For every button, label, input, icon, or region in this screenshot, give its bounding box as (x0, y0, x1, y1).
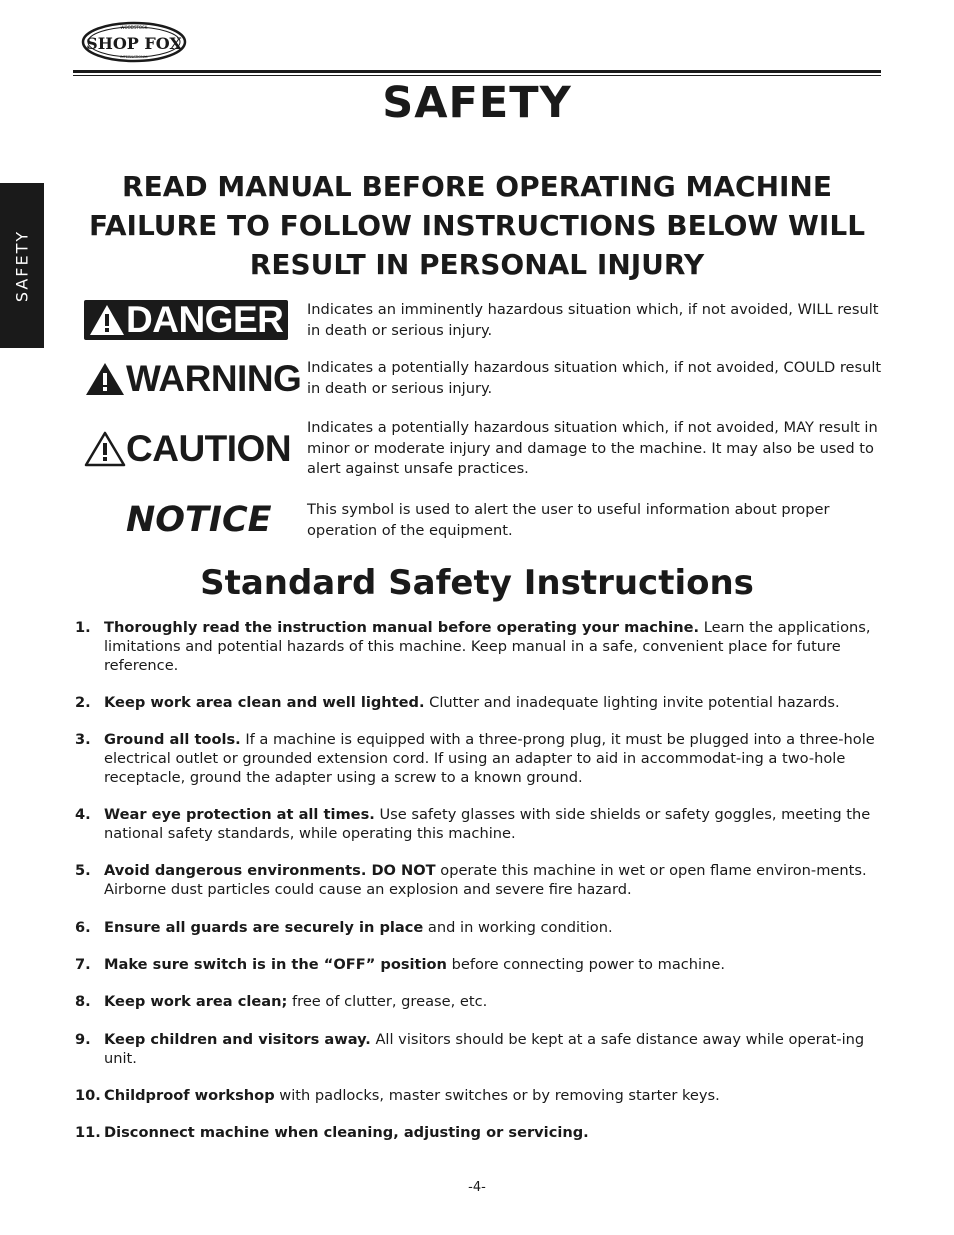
list-item-text (104, 618, 882, 675)
list-item-bold: Keep work area clean; (104, 993, 288, 1010)
side-tab (0, 183, 44, 348)
notice-description: This symbol is used to alert the user to useful information about proper operation of the equipment. (307, 501, 830, 539)
list-item-bold: Ensure all guards are securely in place (104, 919, 424, 936)
list-item-body: operate this machine in wet or open flame environ-ments. Airborne dust particles could cause an explosion and severe fire hazard. (104, 862, 867, 898)
list-item-bold: Keep work area clean and well lighted. (104, 694, 425, 711)
list-item-text (104, 1030, 882, 1068)
hazard-triangle-icon (84, 431, 126, 467)
warning-description: Indicates a potentially hazardous situation which, if not avoided, COULD result in death or serious injury. (307, 359, 882, 397)
caution-label (84, 428, 294, 470)
list-item-text (104, 955, 882, 974)
list-item-number: 7. (75, 956, 91, 973)
list-item-text (104, 1086, 882, 1105)
list-item-body: with padlocks, master switches or by removing starter keys. (274, 1087, 720, 1104)
list-item-number: 11. (75, 1124, 101, 1141)
list-item-text (104, 992, 882, 1011)
list-item-bold: Thoroughly read the instruction manual before operating your machine. (104, 619, 700, 636)
list-item-bold: Disconnect machine when cleaning, adjusting or servicing. (104, 1124, 589, 1141)
list-item-text (104, 1123, 882, 1142)
warning-heading-line: READ MANUAL BEFORE OPERATING MACHINE (122, 170, 832, 203)
logo-arc-bottom: INTERNATIONAL (119, 55, 149, 59)
list-item-body: All visitors should be kept at a safe distance away while operat-ing unit. (104, 1031, 865, 1067)
list-item-bold: Childproof workshop (104, 1087, 275, 1104)
list-item-number: 8. (75, 993, 91, 1010)
section-title: Standard Safety Instructions (200, 563, 754, 603)
danger-description: Indicates an imminently hazardous situation which, if not avoided, WILL result in death or serious injury. (307, 301, 879, 339)
warning-heading-line: FAILURE TO FOLLOW INSTRUCTIONS BELOW WILL (88, 209, 866, 242)
header-rule-thick (73, 70, 881, 73)
shop-fox-logo (80, 20, 188, 64)
danger-box (84, 300, 288, 340)
warning-heading-line: RESULT IN PERSONAL INJURY (249, 248, 705, 281)
list-item-body: and in working condition. (423, 919, 613, 936)
list-item-number: 5. (75, 862, 91, 879)
list-item-bold: Ground all tools. (104, 731, 241, 748)
list-item-bold: Wear eye protection at all times. (104, 806, 375, 823)
list-item-number: 4. (75, 806, 91, 823)
hazard-triangle-icon (84, 361, 126, 397)
list-item-number: 9. (75, 1031, 91, 1048)
list-item-body: Use safety glasses with side shields or safety goggles, meeting the national safety standards, while operating this machine. (104, 806, 871, 842)
caution-word: CAUTION (126, 428, 292, 469)
list-item-body: If a machine is equipped with a three-prong plug, it must be plugged into a three-hole electrical outlet or grounded extension cord. If using an adapter to aid in accommodat-ing a two-hole receptacle, ground the adapter using a screw to a known ground. (104, 731, 875, 786)
list-item-number: 1. (75, 619, 91, 636)
side-tab-label: SAFETY (12, 229, 32, 302)
warning-label (84, 358, 302, 400)
list-item-text (104, 805, 882, 843)
caution-description: Indicates a potentially hazardous situation which, if not avoided, MAY result in minor or moderate injury and damage to the machine. It may also be used to alert against unsafe practices. (307, 419, 878, 477)
list-item-number: 6. (75, 919, 91, 936)
notice-word: NOTICE (126, 500, 272, 540)
list-item-text (104, 918, 882, 937)
page-title: SAFETY (382, 78, 572, 128)
list-item-number: 2. (75, 694, 91, 711)
logo-brand: SHOP FOX (86, 34, 182, 53)
list-item-text (104, 693, 882, 712)
list-item-body: before connecting power to machine. (446, 956, 725, 973)
danger-word: DANGER (126, 299, 284, 340)
danger-label (84, 300, 294, 340)
header-rule-thin (73, 75, 881, 76)
list-item-bold: Avoid dangerous environments. DO NOT (104, 862, 436, 879)
logo-arc-top: WOODSTOCK (120, 25, 148, 30)
list-item-body: free of clutter, grease, etc. (287, 993, 488, 1010)
list-item-text (104, 730, 882, 787)
notice-label (126, 500, 336, 540)
warning-word: WARNING (126, 358, 302, 399)
list-item-body: Learn the applications, limitations and potential hazards of this machine. Keep manual in a safe, convenient place for future reference. (104, 619, 871, 674)
list-item-bold: Keep children and visitors away. (104, 1031, 371, 1048)
list-item-number: 3. (75, 731, 91, 748)
warning-heading (60, 167, 894, 284)
list-item-bold: Make sure switch is in the “OFF” position (104, 956, 447, 973)
hazard-triangle-icon (88, 303, 126, 337)
page-number: -4- (468, 1180, 486, 1195)
list-item-body: Clutter and inadequate lighting invite potential hazards. (424, 694, 840, 711)
list-item-text (104, 861, 882, 899)
list-item-number: 10. (75, 1087, 101, 1104)
